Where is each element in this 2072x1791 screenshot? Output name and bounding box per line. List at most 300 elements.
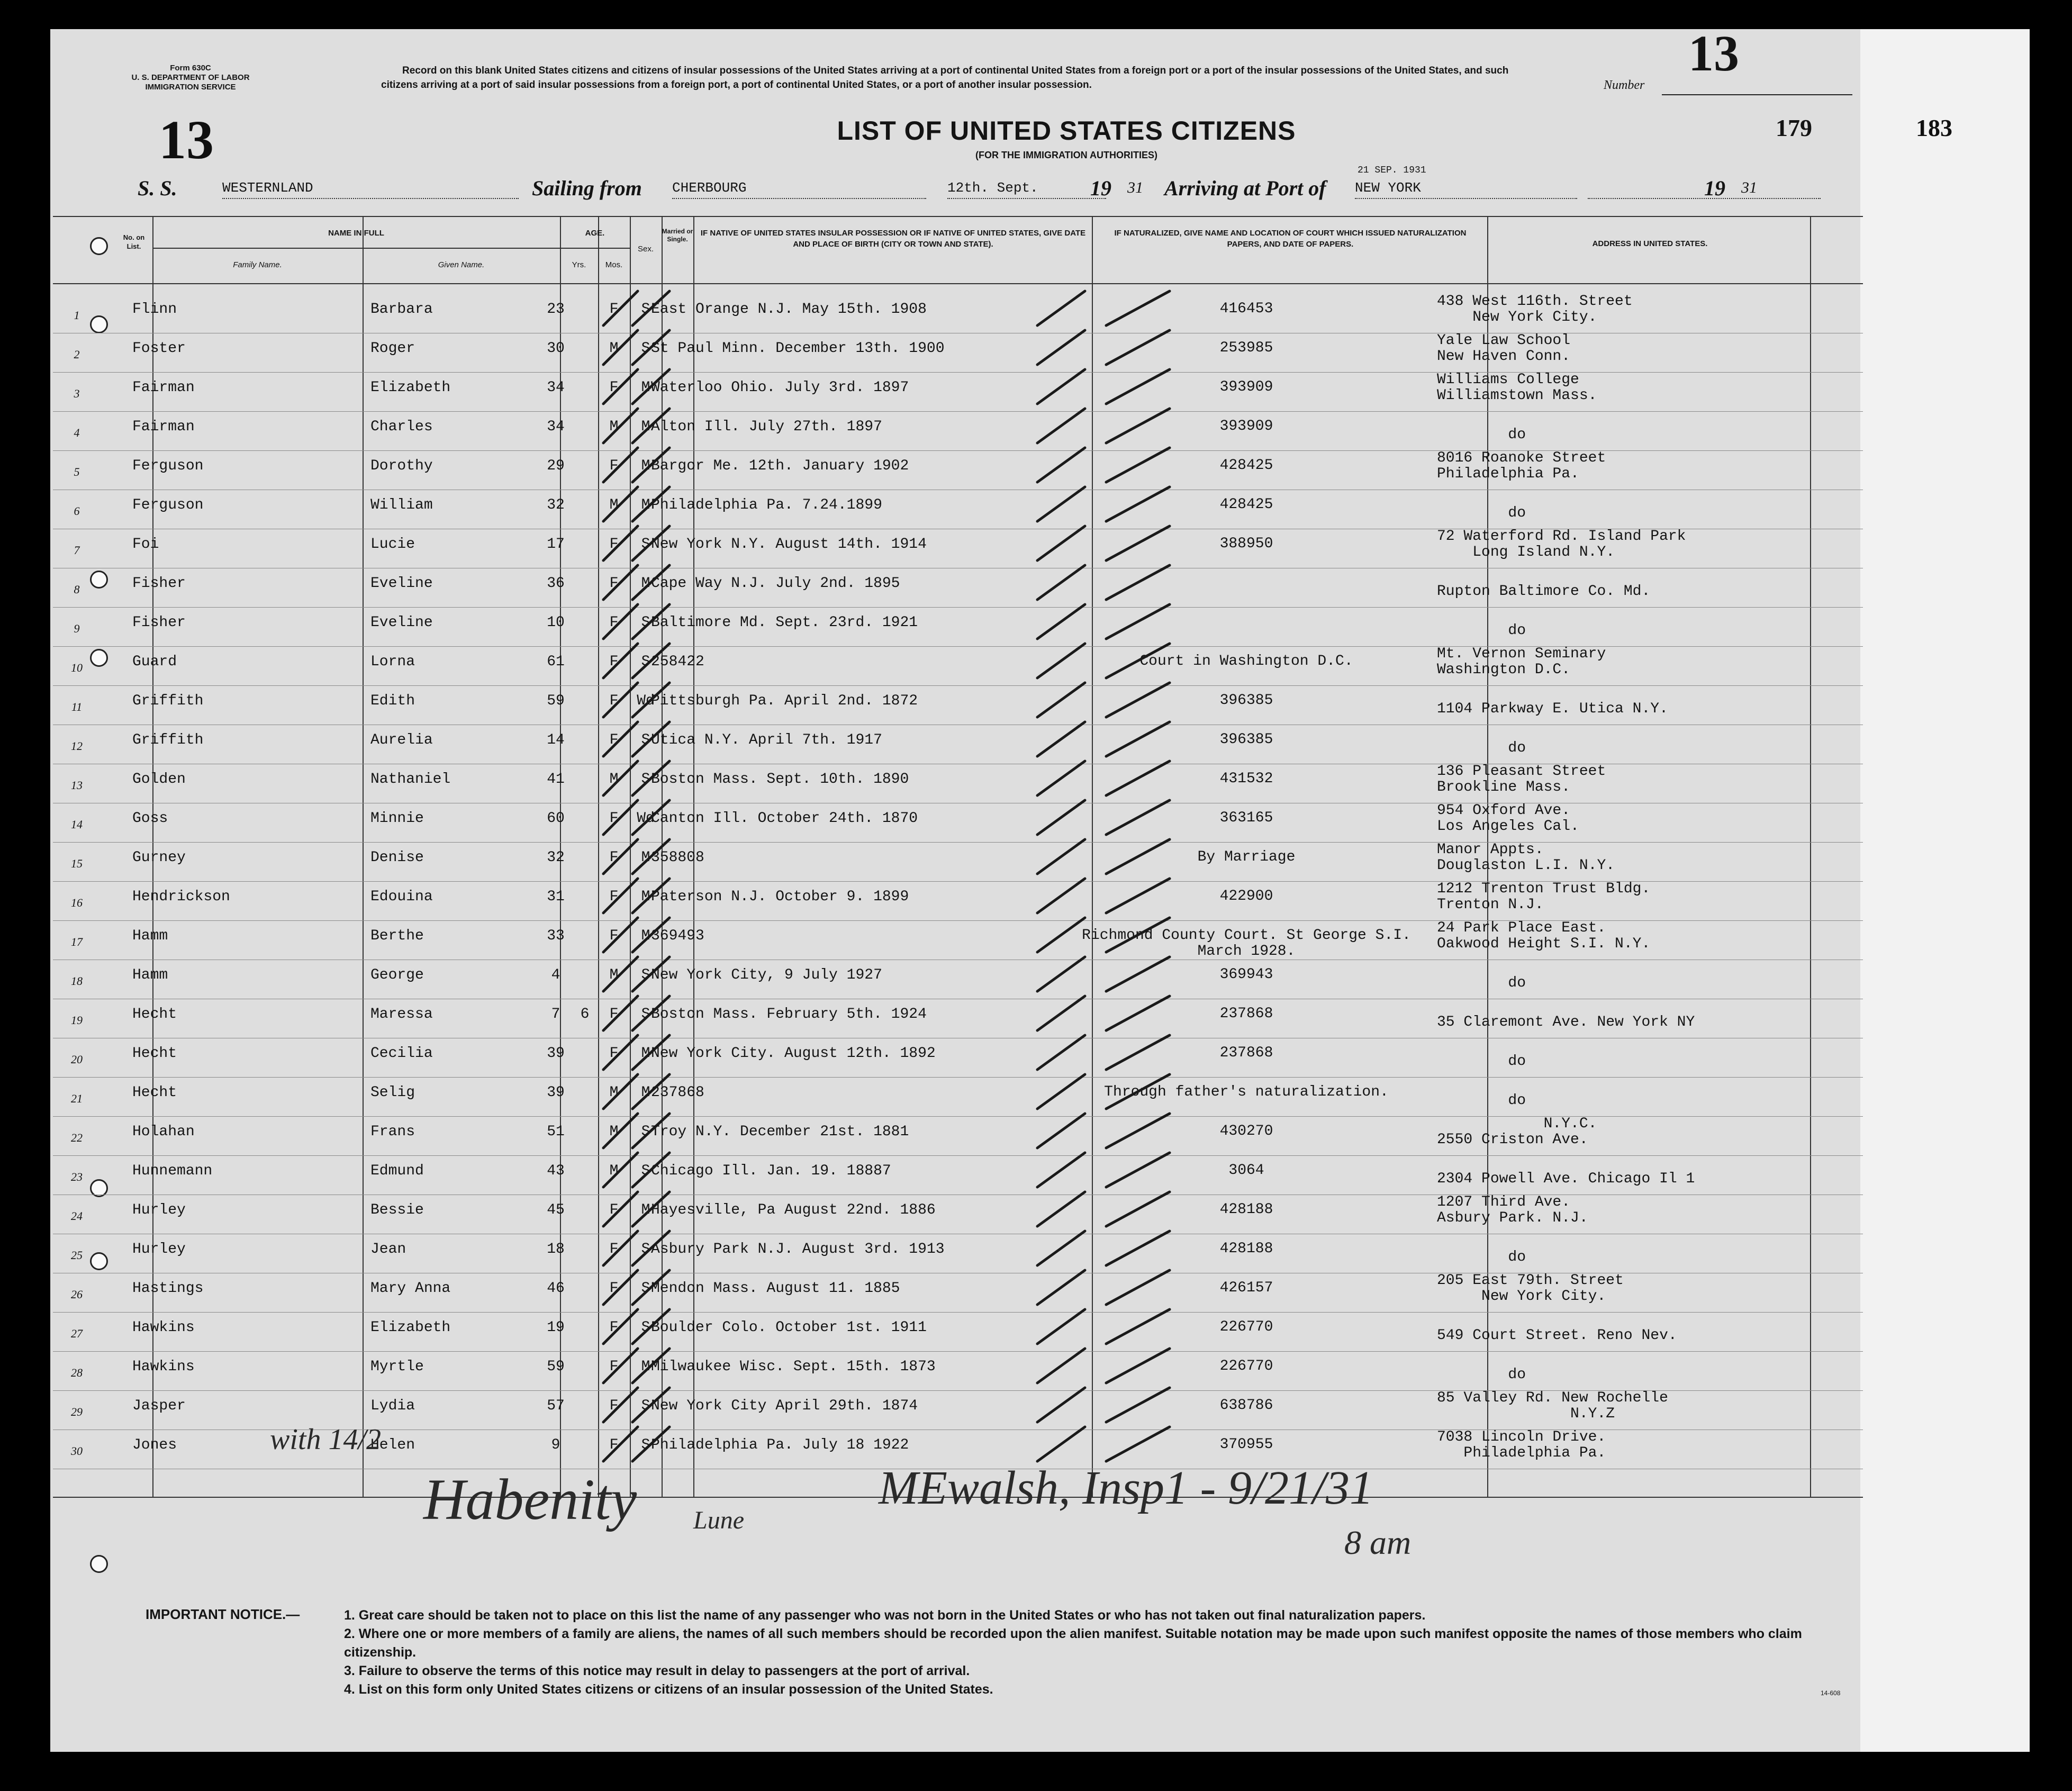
table-row bbox=[0, 607, 1810, 645]
marital-status: M bbox=[641, 1359, 650, 1375]
family-name: Fairman bbox=[132, 419, 195, 435]
age-years: 34 bbox=[547, 419, 565, 435]
table-row bbox=[0, 960, 1810, 998]
us-address: do bbox=[1508, 1092, 1526, 1109]
page-number: 179 bbox=[1776, 114, 1812, 141]
header-given-name: Given Name. bbox=[438, 260, 485, 269]
given-name: Elizabeth bbox=[370, 379, 451, 396]
given-name: Eveline bbox=[370, 614, 433, 631]
table-row bbox=[0, 764, 1810, 802]
us-address: Mt. Vernon Seminary Washington D.C. bbox=[1437, 646, 1606, 678]
table-row bbox=[0, 1116, 1810, 1154]
sex: F bbox=[609, 614, 619, 631]
age-years: 39 bbox=[547, 1045, 565, 1062]
family-name: Hawkins bbox=[132, 1359, 195, 1375]
form-id-line: Form 630C bbox=[170, 64, 211, 73]
marital-status: S bbox=[641, 1241, 650, 1258]
given-name: Edouina bbox=[370, 889, 433, 905]
family-name: Hamm bbox=[132, 967, 168, 983]
birth-place-date: Asbury Park N.J. August 3rd. 1913 bbox=[651, 1241, 945, 1258]
col-divider bbox=[1810, 216, 1811, 1497]
arriving-label: Arriving at Port of bbox=[1164, 176, 1326, 200]
family-name: Fisher bbox=[132, 575, 186, 592]
family-name: Hurley bbox=[132, 1202, 186, 1218]
birth-place-date: East Orange N.J. May 15th. 1908 bbox=[651, 301, 927, 318]
row-number: 10 bbox=[71, 661, 83, 674]
birth-place-date: Boston Mass. February 5th. 1924 bbox=[651, 1006, 927, 1023]
given-name: William bbox=[370, 497, 433, 513]
sex: F bbox=[609, 693, 619, 709]
us-address: do bbox=[1508, 1053, 1526, 1070]
naturalization: 226770 bbox=[1219, 1358, 1273, 1374]
birth-place-date: Utica N.Y. April 7th. 1917 bbox=[651, 732, 882, 748]
naturalization: Richmond County Court. St George S.I. March 1928. bbox=[1082, 927, 1411, 960]
family-name: Hurley bbox=[132, 1241, 186, 1258]
page-subtitle: (FOR THE IMMIGRATION AUTHORITIES) bbox=[975, 150, 1157, 160]
age-years: 10 bbox=[547, 614, 565, 631]
given-name: Dorothy bbox=[370, 458, 433, 474]
age-years: 34 bbox=[547, 379, 565, 396]
form-id-line: U. S. DEPARTMENT OF LABOR bbox=[131, 73, 250, 82]
us-address: Williams College Williamstown Mass. bbox=[1437, 372, 1597, 404]
naturalization: 430270 bbox=[1219, 1123, 1273, 1139]
naturalization: 237868 bbox=[1219, 1045, 1273, 1061]
us-address: 136 Pleasant Street Brookline Mass. bbox=[1437, 763, 1606, 795]
header-no: No. on List. bbox=[123, 233, 145, 250]
birth-place-date: Philadelphia Pa. July 18 1922 bbox=[651, 1437, 909, 1453]
family-name: Hecht bbox=[132, 1006, 177, 1023]
marital-status: S bbox=[641, 1319, 650, 1336]
table-row bbox=[0, 1077, 1810, 1115]
marital-status: S bbox=[641, 1006, 650, 1023]
naturalization: 237868 bbox=[1219, 1006, 1273, 1022]
marital-status: S bbox=[641, 1398, 650, 1414]
row-number: 6 bbox=[74, 504, 80, 518]
family-name: Ferguson bbox=[132, 497, 204, 513]
naturalization: 426157 bbox=[1219, 1280, 1273, 1296]
given-name: Minnie bbox=[370, 810, 424, 827]
arrival-year-suffix: 31 bbox=[1741, 179, 1757, 196]
family-name: Foster bbox=[132, 340, 186, 357]
number-value: 13 bbox=[1688, 25, 1739, 82]
sex: F bbox=[609, 458, 619, 474]
name-subheader-line bbox=[152, 248, 560, 249]
us-address: do bbox=[1508, 505, 1526, 521]
us-address: 2304 Powell Ave. Chicago Il 1 bbox=[1437, 1171, 1695, 1187]
given-name: Denise bbox=[370, 849, 424, 866]
given-name: Barbara bbox=[370, 301, 433, 318]
sex: F bbox=[609, 1280, 619, 1297]
sex: F bbox=[609, 1437, 619, 1453]
given-name: Bessie bbox=[370, 1202, 424, 1218]
family-name: Foi bbox=[132, 536, 159, 553]
marital-status: S bbox=[641, 301, 650, 318]
header-naturalization: IF NATURALIZED, GIVE NAME AND LOCATION OF COURT WHICH ISSUED NATURALIZATION PAPERS, AND DATE OF PAPERS. bbox=[1114, 229, 1467, 249]
sex: F bbox=[609, 889, 619, 905]
marital-status: M bbox=[641, 849, 650, 866]
row-number: 27 bbox=[71, 1327, 83, 1340]
age-years: 23 bbox=[547, 301, 565, 318]
birth-place-date: Boulder Colo. October 1st. 1911 bbox=[651, 1319, 927, 1336]
naturalization: Court in Washington D.C. bbox=[1139, 653, 1353, 670]
naturalization: 422900 bbox=[1219, 888, 1273, 904]
row-number: 7 bbox=[74, 544, 80, 557]
row-number: 28 bbox=[71, 1366, 83, 1379]
given-name: Nathaniel bbox=[370, 771, 451, 788]
sex: F bbox=[609, 379, 619, 396]
naturalization: 226770 bbox=[1219, 1319, 1273, 1335]
family-name: Hunnemann bbox=[132, 1163, 213, 1179]
voyage-line bbox=[138, 174, 1778, 205]
us-address: Manor Appts. Douglaston L.I. N.Y. bbox=[1437, 842, 1615, 874]
naturalization: 370955 bbox=[1219, 1436, 1273, 1453]
row-number: 16 bbox=[71, 896, 83, 909]
age-years: 51 bbox=[547, 1124, 565, 1140]
table-row bbox=[0, 725, 1810, 763]
marital-status: M bbox=[641, 419, 650, 435]
us-address: 438 West 116th. Street New York City. bbox=[1437, 293, 1633, 325]
marital-status: M bbox=[641, 1202, 650, 1218]
naturalization: 416453 bbox=[1219, 301, 1273, 317]
row-number: 24 bbox=[71, 1209, 83, 1223]
table-row bbox=[0, 803, 1810, 841]
us-address: Rupton Baltimore Co. Md. bbox=[1437, 583, 1651, 600]
naturalization: 428188 bbox=[1219, 1241, 1273, 1257]
header-mos: Mos. bbox=[605, 260, 623, 269]
header-sex: Sex. bbox=[637, 245, 654, 254]
row-number: 3 bbox=[74, 387, 80, 400]
header-birth: IF NATIVE OF UNITED STATES INSULAR POSSESSION OR IF NATIVE OF UNITED STATES, GIVE DATE AND PLACE OF BIRTH (CITY OR TOWN AND STATE). bbox=[700, 229, 1086, 249]
given-name: Edith bbox=[370, 693, 415, 709]
header-bottom-border bbox=[53, 283, 1863, 284]
marital-status: M bbox=[641, 575, 650, 592]
given-name: Charles bbox=[370, 419, 433, 435]
family-name: Guard bbox=[132, 654, 177, 670]
age-years: 9 bbox=[551, 1437, 560, 1453]
row-number: 14 bbox=[71, 818, 83, 831]
age-years: 59 bbox=[547, 693, 565, 709]
birth-place-date: 258422 bbox=[651, 654, 704, 670]
sex: F bbox=[609, 301, 619, 318]
marital-status: S bbox=[641, 340, 650, 357]
age-years: 59 bbox=[547, 1359, 565, 1375]
row-number: 5 bbox=[74, 465, 80, 478]
family-name: Jasper bbox=[132, 1398, 186, 1414]
us-address: do bbox=[1508, 740, 1526, 756]
naturalization: 396385 bbox=[1219, 731, 1273, 748]
table-row bbox=[0, 646, 1810, 684]
age-years: 60 bbox=[547, 810, 565, 827]
birth-place-date: New York City. August 12th. 1892 bbox=[651, 1045, 936, 1062]
marital-status: S bbox=[641, 771, 650, 788]
row-number: 30 bbox=[71, 1444, 83, 1458]
row-number: 2 bbox=[74, 348, 80, 361]
given-name: Helen bbox=[370, 1437, 415, 1453]
punch-hole bbox=[90, 1555, 108, 1573]
birth-place-date: 369493 bbox=[651, 928, 704, 944]
naturalization: 428425 bbox=[1219, 457, 1273, 474]
family-name: Hecht bbox=[132, 1045, 177, 1062]
us-address: 1207 Third Ave. Asbury Park. N.J. bbox=[1437, 1194, 1588, 1226]
page-title: LIST OF UNITED STATES CITIZENS bbox=[837, 116, 1296, 146]
table-row bbox=[0, 294, 1810, 332]
row-number: 8 bbox=[74, 583, 80, 596]
family-name: Hendrickson bbox=[132, 889, 230, 905]
header-age: AGE. bbox=[585, 229, 605, 238]
birth-place-date: Pittsburgh Pa. April 2nd. 1872 bbox=[651, 693, 918, 709]
inspector-signature: Habenity bbox=[423, 1467, 637, 1532]
naturalization: 253985 bbox=[1219, 340, 1273, 356]
marital-status: M bbox=[641, 379, 650, 396]
family-name: Fisher bbox=[132, 614, 186, 631]
sail-year-suffix: 31 bbox=[1127, 179, 1143, 196]
naturalization: 393909 bbox=[1219, 418, 1273, 435]
row-number: 21 bbox=[71, 1092, 83, 1105]
age-years: 61 bbox=[547, 654, 565, 670]
age-years: 39 bbox=[547, 1084, 565, 1101]
family-name: Hamm bbox=[132, 928, 168, 944]
birth-place-date: New York City, 9 July 1927 bbox=[651, 967, 882, 983]
row-number: 20 bbox=[71, 1053, 83, 1066]
birth-place-date: New York City April 29th. 1874 bbox=[651, 1398, 918, 1414]
header-address: ADDRESS IN UNITED STATES. bbox=[1592, 239, 1708, 248]
table-row bbox=[0, 685, 1810, 723]
birth-place-date: Milwaukee Wisc. Sept. 15th. 1873 bbox=[651, 1359, 936, 1375]
birth-place-date: 358808 bbox=[651, 849, 704, 866]
birth-place-date: Cape Way N.J. July 2nd. 1895 bbox=[651, 575, 900, 592]
row-number: 18 bbox=[71, 974, 83, 988]
table-row bbox=[0, 999, 1810, 1037]
header-married: Married or Single. bbox=[662, 228, 693, 243]
family-name: Hawkins bbox=[132, 1319, 195, 1336]
row-number: 11 bbox=[71, 700, 83, 713]
naturalization: 396385 bbox=[1219, 692, 1273, 709]
us-address: 35 Claremont Ave. New York NY bbox=[1437, 1014, 1695, 1030]
inspector-signature-b: Lune bbox=[693, 1506, 744, 1534]
list-number-stamp: 13 bbox=[159, 110, 214, 170]
sex: F bbox=[609, 1241, 619, 1258]
family-name: Gurney bbox=[132, 849, 186, 866]
sex: F bbox=[609, 1359, 619, 1375]
us-address: do bbox=[1508, 622, 1526, 639]
marital-status: M bbox=[641, 1045, 650, 1062]
marital-status: M bbox=[641, 458, 650, 474]
row-number: 12 bbox=[71, 739, 83, 753]
given-name: Myrtle bbox=[370, 1359, 424, 1375]
given-name: Lucie bbox=[370, 536, 415, 553]
table-row bbox=[0, 1312, 1810, 1350]
marital-status: S bbox=[641, 1163, 650, 1179]
header-yrs: Yrs. bbox=[572, 260, 586, 269]
birth-place-date: Hayesville, Pa August 22nd. 1886 bbox=[651, 1202, 936, 1218]
given-name: Mary Anna bbox=[370, 1280, 451, 1297]
family-name: Holahan bbox=[132, 1124, 195, 1140]
arrival-year-prefix: 19 bbox=[1704, 176, 1725, 200]
marital-status: S bbox=[641, 536, 650, 553]
arrival-port: NEW YORK bbox=[1355, 180, 1577, 199]
birth-place-date: Troy N.Y. December 21st. 1881 bbox=[651, 1124, 909, 1140]
marital-status: S bbox=[641, 967, 650, 983]
family-name: Hastings bbox=[132, 1280, 204, 1297]
sex: F bbox=[609, 654, 619, 670]
table-row bbox=[0, 529, 1810, 567]
marital-status: M bbox=[641, 497, 650, 513]
notice-item: 4. List on this form only United States citizens or citizens of an insular possession of the United States. bbox=[344, 1682, 993, 1697]
birth-place-date: Philadelphia Pa. 7.24.1899 bbox=[651, 497, 882, 513]
birth-place-date: Bargor Me. 12th. January 1902 bbox=[651, 458, 909, 474]
birth-place-date: St Paul Minn. December 13th. 1900 bbox=[651, 340, 945, 357]
sex: F bbox=[609, 1319, 619, 1336]
naturalization: 431532 bbox=[1219, 771, 1273, 787]
age-years: 4 bbox=[551, 967, 560, 983]
given-name: Selig bbox=[370, 1084, 415, 1101]
age-years: 57 bbox=[547, 1398, 565, 1414]
us-address: 954 Oxford Ave. Los Angeles Cal. bbox=[1437, 802, 1579, 835]
table-row bbox=[0, 568, 1810, 606]
sex: F bbox=[609, 536, 619, 553]
family-name: Griffith bbox=[132, 732, 204, 748]
row-number: 17 bbox=[71, 935, 83, 948]
birth-place-date: Waterloo Ohio. July 3rd. 1897 bbox=[651, 379, 909, 396]
row-number: 19 bbox=[71, 1014, 83, 1027]
age-years: 29 bbox=[547, 458, 565, 474]
marital-status: S bbox=[641, 654, 650, 670]
us-address: Yale Law School New Haven Conn. bbox=[1437, 332, 1571, 365]
us-address: 85 Valley Rd. New Rochelle N.Y.Z bbox=[1437, 1390, 1668, 1422]
row-number: 23 bbox=[71, 1170, 83, 1183]
us-address: 205 East 79th. Street New York City. bbox=[1437, 1272, 1624, 1305]
table-row bbox=[0, 1351, 1810, 1389]
birth-place-date: Chicago Ill. Jan. 19. 18887 bbox=[651, 1163, 891, 1179]
record-instructions: Record on this blank United States citizens and citizens of insular possessions of the United States arriving at a port of continental United States from a foreign port or a port of the insular possessions of the United States, and such citizens arriving at a port of said insular possessions from a foreign port, a port of continental United States, or a port of another insular possession. bbox=[381, 65, 1509, 91]
form-code: 14-608 bbox=[1821, 1689, 1841, 1697]
given-name: Roger bbox=[370, 340, 415, 357]
age-subheader-line bbox=[560, 248, 630, 249]
header-family-name: Family Name. bbox=[233, 260, 282, 269]
row-number: 22 bbox=[71, 1131, 83, 1144]
table-row bbox=[0, 842, 1810, 880]
age-years: 33 bbox=[547, 928, 565, 944]
age-years: 7 bbox=[551, 1006, 560, 1023]
given-name: Maressa bbox=[370, 1006, 433, 1023]
sex: F bbox=[609, 1202, 619, 1218]
us-address: do bbox=[1508, 1367, 1526, 1383]
sex: M bbox=[609, 1084, 619, 1101]
marital-status: S bbox=[641, 1437, 650, 1453]
number-label: Number bbox=[1604, 78, 1645, 92]
us-address: 72 Waterford Rd. Island Park Long Island N.Y. bbox=[1437, 528, 1686, 560]
marital-status: Wd bbox=[637, 810, 655, 827]
birth-place-date: Alton Ill. July 27th. 1897 bbox=[651, 419, 882, 435]
given-name: Cecilia bbox=[370, 1045, 433, 1062]
given-name: Edmund bbox=[370, 1163, 424, 1179]
form-id-line: IMMIGRATION SERVICE bbox=[145, 83, 236, 92]
age-years: 30 bbox=[547, 340, 565, 357]
row-number: 25 bbox=[71, 1249, 83, 1262]
birth-place-date: Paterson N.J. October 9. 1899 bbox=[651, 889, 909, 905]
naturalization: 638786 bbox=[1219, 1397, 1273, 1414]
row-number: 4 bbox=[74, 426, 80, 439]
sex: F bbox=[609, 810, 619, 827]
notice-item: 1. Great care should be taken not to place on this list the name of any passenger who was not born in the United States or who has not taken out final naturalization papers. bbox=[344, 1608, 1426, 1623]
age-years: 17 bbox=[547, 536, 565, 553]
marital-status: M bbox=[641, 889, 650, 905]
age-years: 31 bbox=[547, 889, 565, 905]
number-underline bbox=[1662, 94, 1852, 95]
age-years: 41 bbox=[547, 771, 565, 788]
given-name: Eveline bbox=[370, 575, 433, 592]
us-address: 549 Court Street. Reno Nev. bbox=[1437, 1327, 1677, 1344]
family-name: Flinn bbox=[132, 301, 177, 318]
age-months: 6 bbox=[580, 1006, 590, 1023]
row-number: 1 bbox=[74, 309, 80, 322]
us-address: do bbox=[1508, 427, 1526, 443]
naturalization: 363165 bbox=[1219, 810, 1273, 826]
sex: M bbox=[609, 1124, 619, 1140]
given-name: Berthe bbox=[370, 928, 424, 944]
given-name: Aurelia bbox=[370, 732, 433, 748]
sex: M bbox=[609, 419, 619, 435]
age-years: 19 bbox=[547, 1319, 565, 1336]
given-name: Elizabeth bbox=[370, 1319, 451, 1336]
row-number: 9 bbox=[74, 622, 80, 635]
naturalization: 428188 bbox=[1219, 1201, 1273, 1218]
table-top-border bbox=[53, 216, 1863, 217]
table-row bbox=[0, 881, 1810, 919]
given-name: Lydia bbox=[370, 1398, 415, 1414]
us-address: 8016 Roanoke Street Philadelphia Pa. bbox=[1437, 450, 1606, 482]
time-note: 8 am bbox=[1344, 1524, 1412, 1561]
given-name: Frans bbox=[370, 1124, 415, 1140]
naturalization: By Marriage bbox=[1197, 849, 1296, 865]
naturalization: 369943 bbox=[1219, 966, 1273, 983]
marital-status: M bbox=[641, 1084, 650, 1101]
family-name: Ferguson bbox=[132, 458, 204, 474]
right-margin-panel bbox=[1860, 29, 2030, 1752]
notice-heading: IMPORTANT NOTICE.— bbox=[146, 1606, 300, 1622]
us-address: N.Y.C. 2550 Criston Ave. bbox=[1437, 1116, 1597, 1148]
family-name: Hecht bbox=[132, 1084, 177, 1101]
birth-place-date: Baltimore Md. Sept. 23rd. 1921 bbox=[651, 614, 918, 631]
marital-status: S bbox=[641, 614, 650, 631]
sex: F bbox=[609, 732, 619, 748]
sex: F bbox=[609, 1045, 619, 1062]
sex: F bbox=[609, 575, 619, 592]
sex: F bbox=[609, 849, 619, 866]
notice-list bbox=[344, 1606, 1815, 1699]
table-row bbox=[0, 1195, 1810, 1233]
sailing-from-label: Sailing from bbox=[532, 176, 642, 200]
family-name: Fairman bbox=[132, 379, 195, 396]
sex: M bbox=[609, 771, 619, 788]
us-address: do bbox=[1508, 975, 1526, 991]
page-number-right: 183 bbox=[1916, 114, 1952, 141]
notice-item: 2. Where one or more members of a family are aliens, the names of all such members should be recorded upon the alien manifest. Suitable notation may be made upon such manifest opposite the names of those members who claim citizenship. bbox=[344, 1626, 1802, 1660]
table-row bbox=[0, 490, 1810, 528]
row-number: 13 bbox=[71, 779, 83, 792]
family-name: Jones bbox=[132, 1437, 177, 1453]
age-years: 45 bbox=[547, 1202, 565, 1218]
birth-place-date: Mendon Mass. August 11. 1885 bbox=[651, 1280, 900, 1297]
row-number: 29 bbox=[71, 1405, 83, 1418]
sex: F bbox=[609, 1398, 619, 1414]
marital-status: M bbox=[641, 928, 650, 944]
sex: F bbox=[609, 928, 619, 944]
naturalization: 428425 bbox=[1219, 496, 1273, 513]
ss-label: S. S. bbox=[138, 176, 177, 200]
sex: F bbox=[609, 1006, 619, 1023]
departure-port: CHERBOURG bbox=[672, 180, 926, 199]
